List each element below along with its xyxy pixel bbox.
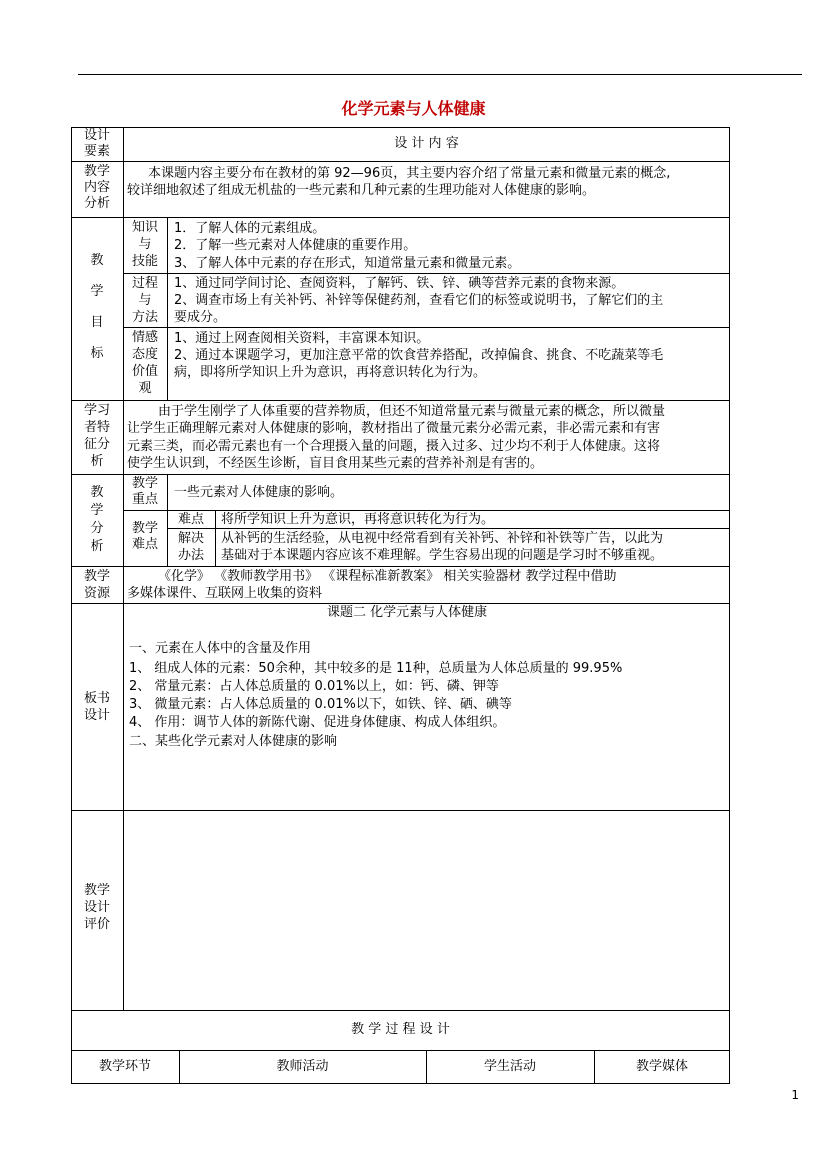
difficulty-label: 教学 难点	[131, 521, 158, 552]
header-content-title: 设 计 内 容	[394, 136, 459, 151]
learner-analysis-line: 元素三类，而必需元素也有一个合理摄入量的问题，摄入过多、过少均不利于人体健康。这将	[127, 439, 661, 454]
learner-analysis-line: 使学生认识到，不经医生诊断，盲目食用某些元素的营养补剂是有害的。	[127, 456, 544, 471]
difficulty-sub-label: 难点	[177, 512, 204, 527]
content-analysis-label: 教学 内容 分析	[83, 164, 110, 211]
process-item: 1、通过同学间讨论、查阅资料，了解钙、铁、锌、碘等营养元素的食物来源。	[174, 276, 625, 291]
column-header: 教学媒体	[635, 1059, 688, 1074]
resources-label: 教学 资源	[83, 569, 110, 601]
board-line: 一、元素在人体中的含量及作用	[129, 641, 312, 656]
key-point-text: 一些元素对人体健康的影响。	[174, 485, 344, 500]
knowledge-item: 1．了解人体的元素组成。	[174, 221, 326, 236]
process-item: 2、调查市场上有关补钙、补锌等保健药剂，查看它们的标签或说明书，了解它们的主	[174, 293, 664, 308]
teaching-analysis-label: 教 学 分 析	[90, 485, 104, 554]
column-header: 教师活动	[276, 1059, 329, 1074]
content-analysis-line: 较详细地叙述了组成无机盐的一些元素和几种元素的生理功能对人体健康的影响。	[127, 183, 596, 198]
board-line: 二、某些化学元素对人体健康的影响	[129, 734, 338, 749]
content-analysis-line: 本课题内容主要分布在教材的第 92—96页，其主要内容介绍了常量元素和微量元素的概念,	[148, 166, 671, 181]
emotion-item: 病，即将所学知识上升为意识，再将意识转化为行为。	[174, 365, 487, 380]
emotion-label: 情感 态度 价值 观	[131, 330, 158, 396]
key-point-label: 教学 重点	[131, 476, 158, 507]
evaluation-label: 教学 设计 评价	[83, 883, 110, 932]
learner-analysis-line: 由于学生刚学了人体重要的营养物质，但还不知道常量元素与微量元素的概念，所以微量	[158, 404, 666, 419]
learner-analysis-line: 让学生正确理解元素对人体健康的影响，教材指出了微量元素分必需元素，非必需元素和有害	[127, 421, 661, 436]
learner-analysis-label: 学习 者特 征分 析	[83, 403, 110, 469]
knowledge-item: 2．了解一些元素对人体健康的重要作用。	[174, 238, 417, 253]
board-line: 3、 微量元素：占人体总质量的 0.01%以下，如铁、锌、硒、碘等	[129, 697, 512, 712]
board-label: 板书 设计	[83, 691, 110, 723]
board-line: 4、 作用：调节人体的新陈代谢、促进身体健康、构成人体组织。	[129, 715, 506, 730]
difficulty-text: 将所学知识上升为意识，再将意识转化为行为。	[221, 512, 495, 527]
resources-line: 多媒体课件、互联网上收集的资料	[127, 586, 323, 601]
solution-text: 基础对于本课题内容应该不难理解。学生容易出现的问题是学习时不够重视。	[221, 548, 664, 563]
board-line: 2、 常量元素：占人体总质量的 0.01%以上，如：钙、磷、钾等	[129, 679, 499, 694]
solution-text: 从补钙的生活经验，从电视中经常看到有关补钙、补锌和补铁等广告，以此为	[221, 531, 664, 546]
column-header: 教学环节	[98, 1059, 151, 1074]
header-rule	[78, 74, 802, 75]
knowledge-label: 知识 与 技能	[131, 220, 158, 269]
knowledge-item: 3、了解人体中元素的存在形式，知道常量元素和微量元素。	[174, 256, 521, 271]
header-label-cell: 设计 要素	[83, 128, 110, 159]
resources-line: 《化学》 《教师教学用书》 《课程标准新教案》 相关实验器材 教学过程中借助	[158, 569, 617, 584]
solution-label: 解决 办法	[177, 531, 204, 563]
page-number: 1	[791, 1088, 799, 1102]
objectives-label: 教 学 目 标	[90, 253, 104, 361]
process-design-title: 教 学 过 程 设 计	[351, 1022, 450, 1037]
process-label: 过程 与 方法	[131, 276, 158, 325]
board-heading: 课题二 化学元素与人体健康	[327, 605, 488, 620]
emotion-item: 2、通过本课题学习，更加注意平常的饮食营养搭配，改掉偏食、挑食、不吃蔬菜等毛	[174, 348, 664, 363]
emotion-item: 1、通过上网查阅相关资料，丰富课本知识。	[174, 331, 430, 346]
column-header: 学生活动	[483, 1059, 536, 1074]
board-line: 1、 组成人体的元素：50余种，其中较多的是 11种，总质量为人体总质量的 99.95%	[129, 661, 623, 676]
process-item: 要成分。	[174, 310, 227, 325]
page-title: 化学元素与人体健康	[341, 99, 486, 118]
